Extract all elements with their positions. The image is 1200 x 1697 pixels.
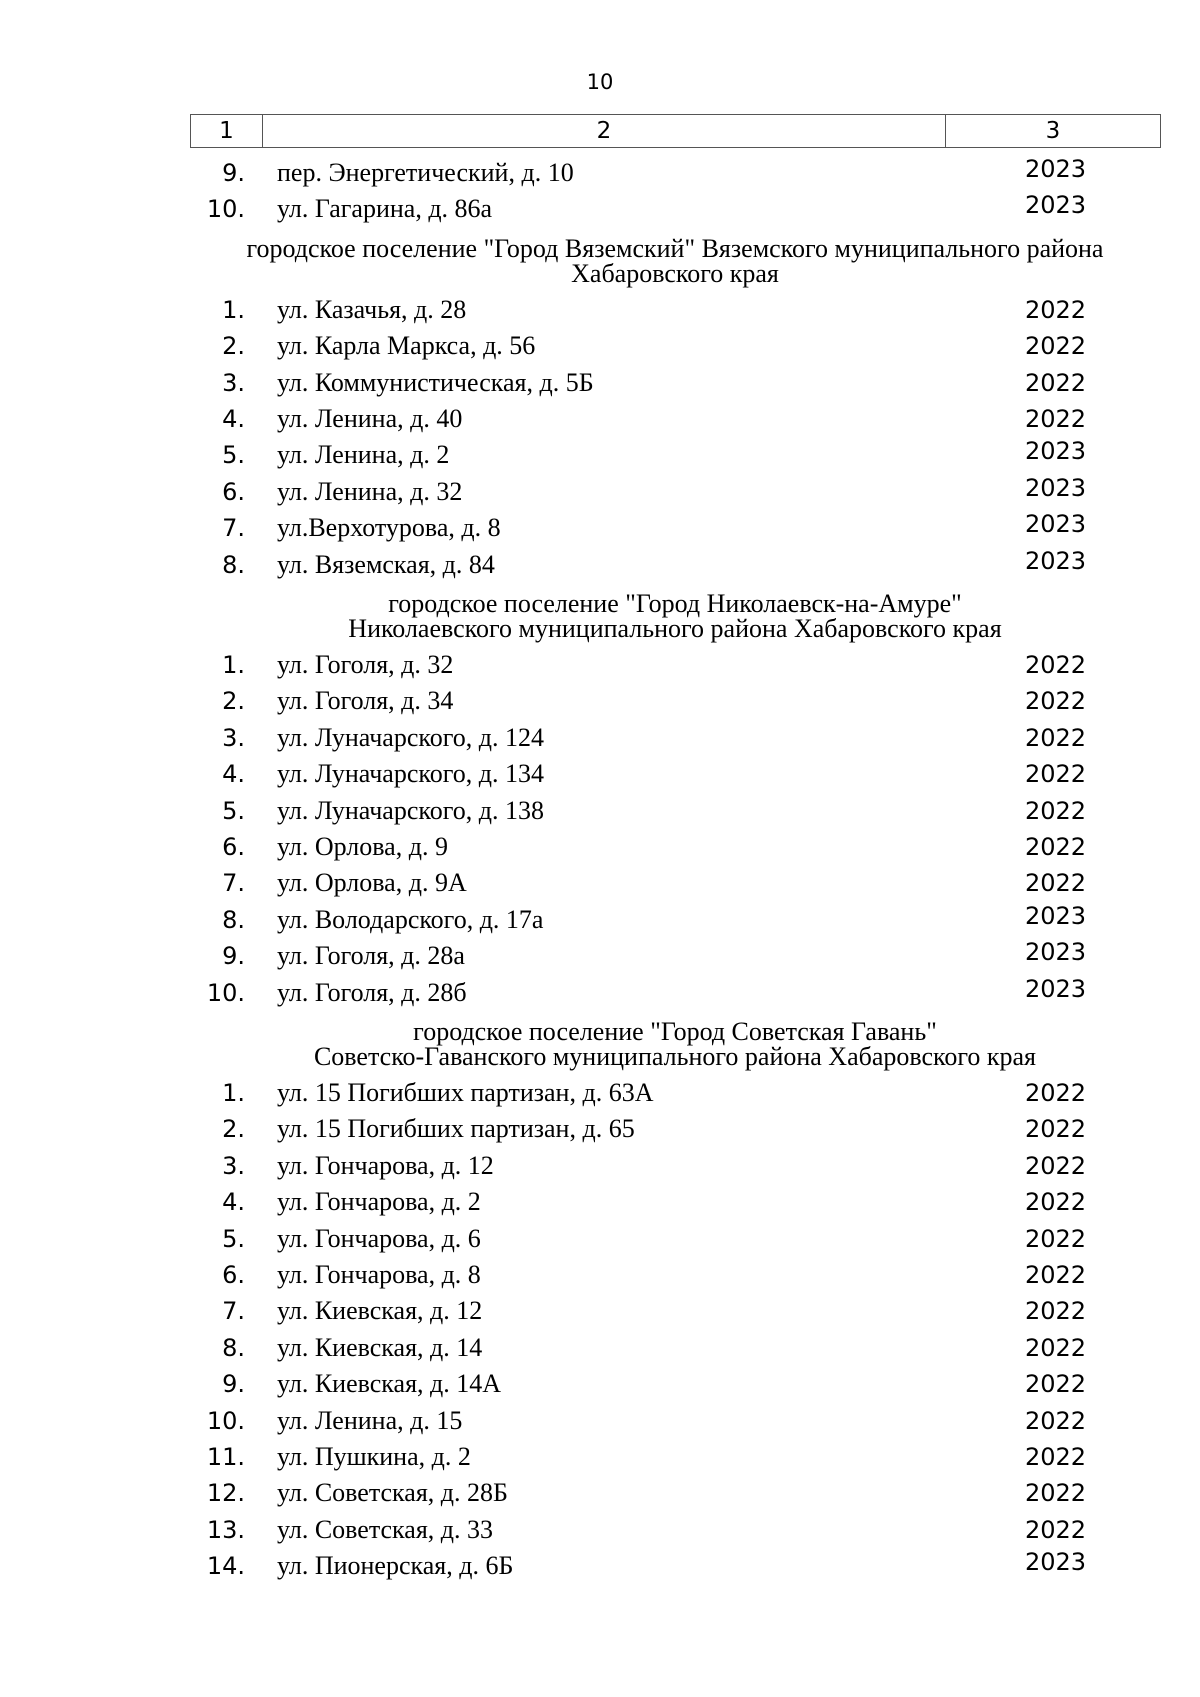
item-number: 5.	[222, 797, 245, 825]
item-year: 2022	[1025, 724, 1087, 752]
item-number: 8.	[222, 1334, 245, 1362]
item-number: 1.	[222, 651, 245, 679]
item-address: ул. 15 Погибших партизан, д. 65	[277, 1114, 635, 1143]
list-item	[0, 437, 1200, 473]
item-year: 2022	[1025, 760, 1087, 788]
item-number: 10.	[206, 195, 245, 223]
section-title-line: городское поселение "Город Николаевск-на-Амуре"	[388, 589, 962, 618]
item-year: 2022	[1025, 869, 1087, 897]
item-number: 9.	[222, 159, 245, 187]
item-address: ул. Пушкина, д. 2	[277, 1442, 471, 1471]
item-year: 2023	[1025, 155, 1087, 183]
list-item	[0, 1111, 1200, 1147]
list-item	[0, 1330, 1200, 1366]
item-year: 2022	[1025, 687, 1087, 715]
item-number: 12.	[206, 1479, 245, 1507]
list-item	[0, 1257, 1200, 1293]
item-address: ул. Киевская, д. 14А	[277, 1369, 502, 1398]
list-item	[0, 1293, 1200, 1329]
item-number: 14.	[206, 1552, 245, 1580]
item-number: 1.	[222, 296, 245, 324]
item-number: 11.	[206, 1443, 245, 1471]
item-address: ул. Ленина, д. 32	[277, 477, 463, 506]
list-item	[0, 902, 1200, 938]
item-year: 2022	[1025, 1479, 1087, 1507]
item-number: 2.	[222, 1115, 245, 1143]
list-item	[0, 328, 1200, 364]
item-number: 5.	[222, 1225, 245, 1253]
list-item	[0, 938, 1200, 974]
item-address: ул. Коммунистическая, д. 5Б	[277, 368, 594, 397]
list-item	[0, 865, 1200, 901]
section-title-line: Николаевского муниципального района Хабаровского края	[348, 614, 1002, 643]
item-year: 2022	[1025, 405, 1087, 433]
item-number: 9.	[222, 1370, 245, 1398]
list-item	[0, 1475, 1200, 1511]
item-number: 8.	[222, 906, 245, 934]
item-address: ул. Киевская, д. 12	[277, 1296, 483, 1325]
item-number: 8.	[222, 551, 245, 579]
item-address: ул. Казачья, д. 28	[277, 295, 467, 324]
item-address: ул. Гончарова, д. 12	[277, 1151, 494, 1180]
list-item	[0, 1512, 1200, 1548]
list-item	[0, 793, 1200, 829]
item-address: ул. Луначарского, д. 124	[277, 723, 544, 752]
item-address: ул. Гончарова, д. 8	[277, 1260, 481, 1289]
item-year: 2023	[1025, 547, 1087, 575]
item-address: ул. Гоголя, д. 34	[277, 686, 454, 715]
item-address: ул. Вяземская, д. 84	[277, 550, 495, 579]
item-number: 9.	[222, 942, 245, 970]
item-year: 2022	[1025, 369, 1087, 397]
column-header-row	[191, 115, 1161, 148]
column-header-cell: 3	[946, 115, 1161, 148]
item-year: 2022	[1025, 296, 1087, 324]
item-number: 6.	[222, 478, 245, 506]
item-year: 2022	[1025, 1079, 1087, 1107]
item-year: 2022	[1025, 1370, 1087, 1398]
item-address: ул.Верхотурова, д. 8	[277, 513, 501, 542]
item-number: 7.	[222, 514, 245, 542]
item-year: 2022	[1025, 1188, 1087, 1216]
item-year: 2022	[1025, 1115, 1087, 1143]
list-item	[0, 1439, 1200, 1475]
item-address: ул. Гончарова, д. 6	[277, 1224, 481, 1253]
column-header-cell: 2	[263, 115, 946, 148]
item-address: ул. Володарского, д. 17а	[277, 905, 544, 934]
item-year: 2022	[1025, 651, 1087, 679]
list-item	[0, 191, 1200, 227]
item-address: ул. Орлова, д. 9	[277, 832, 448, 861]
item-address: ул. Луначарского, д. 134	[277, 759, 544, 788]
list-item	[0, 1403, 1200, 1439]
list-item	[0, 720, 1200, 756]
list-item	[0, 1366, 1200, 1402]
item-year: 2023	[1025, 437, 1087, 465]
column-header-cell: 1	[191, 115, 263, 148]
list-item	[0, 647, 1200, 683]
section-title-line: Советско-Гаванского муниципального района Хабаровского края	[313, 1042, 1037, 1071]
column-header-table	[190, 114, 1161, 148]
item-year: 2022	[1025, 1443, 1087, 1471]
item-number: 2.	[222, 687, 245, 715]
item-number: 5.	[222, 441, 245, 469]
list-item	[0, 1148, 1200, 1184]
item-number: 4.	[222, 1188, 245, 1216]
item-year: 2022	[1025, 833, 1087, 861]
list-item	[0, 292, 1200, 328]
item-year: 2022	[1025, 1261, 1087, 1289]
item-address: ул. Советская, д. 33	[277, 1515, 494, 1544]
item-year: 2023	[1025, 510, 1087, 538]
item-year: 2023	[1025, 474, 1087, 502]
item-number: 2.	[222, 332, 245, 360]
item-number: 13.	[206, 1516, 245, 1544]
item-address: ул. 15 Погибших партизан, д. 63А	[277, 1078, 654, 1107]
item-number: 7.	[222, 869, 245, 897]
item-address: ул. Ленина, д. 40	[277, 404, 463, 433]
item-number: 4.	[222, 760, 245, 788]
list-item	[0, 1075, 1200, 1111]
item-address: ул. Гоголя, д. 28б	[277, 978, 467, 1007]
item-year: 2022	[1025, 1516, 1087, 1544]
item-number: 7.	[222, 1297, 245, 1325]
item-year: 2023	[1025, 938, 1087, 966]
page-number: 10	[586, 70, 614, 94]
list-item	[0, 547, 1200, 583]
item-address: ул. Советская, д. 28Б	[277, 1478, 508, 1507]
item-number: 10.	[206, 979, 245, 1007]
item-address: ул. Орлова, д. 9А	[277, 868, 467, 897]
item-address: ул. Гоголя, д. 28а	[277, 941, 465, 970]
list-item	[0, 474, 1200, 510]
item-address: ул. Гончарова, д. 2	[277, 1187, 481, 1216]
item-address: ул. Киевская, д. 14	[277, 1333, 483, 1362]
list-item	[0, 1548, 1200, 1584]
item-year: 2023	[1025, 902, 1087, 930]
list-item	[0, 155, 1200, 191]
item-number: 6.	[222, 1261, 245, 1289]
item-address: ул. Гоголя, д. 32	[277, 650, 454, 679]
item-address: ул. Ленина, д. 15	[277, 1406, 463, 1435]
item-year: 2022	[1025, 1225, 1087, 1253]
list-item	[0, 756, 1200, 792]
list-item	[0, 1221, 1200, 1257]
item-number: 10.	[206, 1407, 245, 1435]
item-address: ул. Карла Маркса, д. 56	[277, 331, 536, 360]
item-year: 2022	[1025, 797, 1087, 825]
item-number: 4.	[222, 405, 245, 433]
item-number: 3.	[222, 369, 245, 397]
item-address: ул. Пионерская, д. 6Б	[277, 1551, 514, 1580]
item-year: 2022	[1025, 1334, 1087, 1362]
item-year: 2023	[1025, 975, 1087, 1003]
list-item	[0, 975, 1200, 1011]
list-item	[0, 365, 1200, 401]
item-address: пер. Энергетический, д. 10	[277, 158, 574, 187]
item-year: 2022	[1025, 332, 1087, 360]
item-number: 6.	[222, 833, 245, 861]
item-address: ул. Гагарина, д. 86а	[277, 194, 493, 223]
list-item	[0, 510, 1200, 546]
item-year: 2023	[1025, 1548, 1087, 1576]
section-title-line: городское поселение "Город Вяземский" Вяземского муниципального района	[246, 234, 1104, 263]
section-title-line: городское поселение "Город Советская Гавань"	[413, 1017, 937, 1046]
list-item	[0, 1184, 1200, 1220]
section-title-line: Хабаровского края	[571, 259, 779, 288]
list-item	[0, 401, 1200, 437]
list-item	[0, 683, 1200, 719]
item-address: ул. Луначарского, д. 138	[277, 796, 544, 825]
item-year: 2023	[1025, 191, 1087, 219]
list-item	[0, 829, 1200, 865]
item-number: 1.	[222, 1079, 245, 1107]
item-address: ул. Ленина, д. 2	[277, 440, 450, 469]
item-number: 3.	[222, 724, 245, 752]
item-year: 2022	[1025, 1297, 1087, 1325]
item-number: 3.	[222, 1152, 245, 1180]
item-year: 2022	[1025, 1152, 1087, 1180]
item-year: 2022	[1025, 1407, 1087, 1435]
